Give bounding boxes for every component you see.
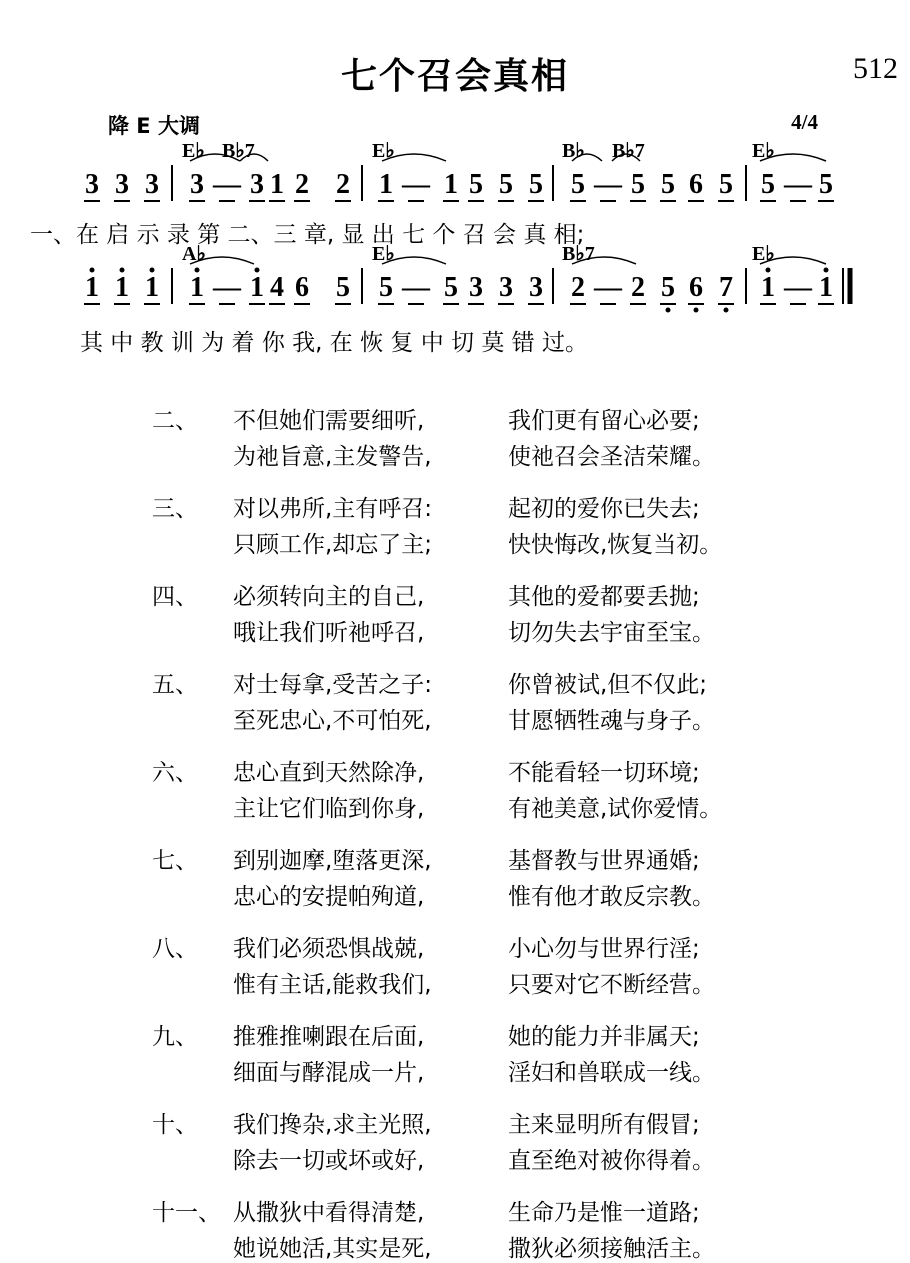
verse-line: 快快悔改,恢复当初。 <box>508 532 723 558</box>
verse-line: 起初的爱你已失去; <box>508 496 700 522</box>
verse-line: 我们更有留心必要; <box>508 408 700 434</box>
verse-line: 只要对它不断经营。 <box>508 972 715 998</box>
verse-line: 必须转向主的自己, <box>233 584 425 610</box>
chord-symbol: B♭7 <box>612 140 645 162</box>
verse-number: 八、 <box>152 936 198 962</box>
verse-line: 不但她们需要细听, <box>233 408 425 434</box>
note: 1 <box>190 272 204 303</box>
verse-line: 对以弗所,主有呼召: <box>233 496 433 522</box>
verse-line: 推雅推喇跟在后面, <box>233 1024 425 1050</box>
octave-dot <box>666 308 671 313</box>
note: 3 <box>145 169 159 200</box>
verse-line: 生命乃是惟一道路; <box>508 1200 700 1226</box>
verse-line: 小心勿与世界行淫; <box>508 936 700 962</box>
note: — <box>402 169 430 200</box>
verse-line: 主来显明所有假冒; <box>508 1112 700 1138</box>
verse-line: 为祂旨意,主发警告, <box>233 444 432 470</box>
verse-line: 除去一切或坏或好, <box>233 1148 425 1174</box>
note: — <box>402 272 430 303</box>
chord-symbol: E♭ <box>752 243 775 265</box>
verse-line: 基督教与世界通婚; <box>508 848 700 874</box>
note: 1 <box>379 169 393 200</box>
note: 5 <box>499 169 513 200</box>
verse-line: 哦让我们听祂呼召, <box>233 620 425 646</box>
verse-line: 惟有他才敢反宗教。 <box>508 884 715 910</box>
chord-symbol: E♭ <box>752 140 775 162</box>
verse-line: 不能看轻一切环境; <box>508 760 700 786</box>
note: — <box>594 272 622 303</box>
note: 1 <box>115 272 129 303</box>
note: 3 <box>469 272 483 303</box>
octave-dot <box>694 308 699 313</box>
note: 5 <box>661 169 675 200</box>
note: 1 <box>250 272 264 303</box>
note: 5 <box>444 272 458 303</box>
note: 2 <box>571 272 585 303</box>
verse-line: 切勿失去宇宙至宝。 <box>508 620 715 646</box>
note: — <box>213 169 241 200</box>
note: 6 <box>689 272 703 303</box>
verse-line: 忠心直到天然除净, <box>233 760 425 786</box>
note: — <box>784 272 812 303</box>
verse-number: 十、 <box>152 1112 198 1138</box>
verse-line: 我们搀杂,求主光照, <box>233 1112 432 1138</box>
hymn-title: 七个召会真相 <box>340 56 569 97</box>
note: 5 <box>719 169 733 200</box>
verse-line: 惟有主话,能救我们, <box>233 972 432 998</box>
note: 2 <box>295 169 309 200</box>
note: 1 <box>444 169 458 200</box>
chord-symbol: E♭ <box>372 140 395 162</box>
verse-line: 她说她活,其实是死, <box>233 1236 432 1262</box>
note: 3 <box>529 272 543 303</box>
lyric-line-1: 一、在 启 示 录 第 二、三 章, 显 出 七 个 召 会 真 相; <box>30 222 585 248</box>
verse-line: 有祂美意,试你爱情。 <box>508 796 723 822</box>
verse-line: 使祂召会圣洁荣耀。 <box>508 444 715 470</box>
verse-line: 其他的爱都要丢抛; <box>508 584 700 610</box>
note: 6 <box>689 169 703 200</box>
note: 5 <box>336 272 350 303</box>
verse-line: 细面与酵混成一片, <box>233 1060 425 1086</box>
note: 7 <box>719 272 733 303</box>
note: 1 <box>819 272 833 303</box>
note: 5 <box>761 169 775 200</box>
octave-dot <box>724 308 729 313</box>
verse-line: 从撒狄中看得清楚, <box>233 1200 425 1226</box>
verse-line: 撒狄必须接触活主。 <box>508 1236 715 1262</box>
note: 1 <box>761 272 775 303</box>
note: — <box>213 272 241 303</box>
note: 6 <box>295 272 309 303</box>
verse-line: 到别迦摩,堕落更深, <box>233 848 432 874</box>
chord-symbol: B♭ <box>562 140 585 162</box>
lyric-line-2: 其 中 教 训 为 着 你 我, 在 恢 复 中 切 莫 错 过。 <box>80 330 588 356</box>
octave-dot <box>824 268 829 273</box>
chord-symbol: E♭ <box>372 243 395 265</box>
verse-line: 甘愿牺牲魂与身子。 <box>508 708 715 734</box>
verse-line: 直至绝对被你得着。 <box>508 1148 715 1174</box>
verse-line: 我们必须恐惧战兢, <box>233 936 425 962</box>
time-signature: 4/4 <box>791 110 818 134</box>
chord-symbol: A♭ <box>182 243 206 265</box>
note: 5 <box>529 169 543 200</box>
verse-line: 至死忠心,不可怕死, <box>233 708 432 734</box>
octave-dot <box>255 268 260 273</box>
note: 2 <box>631 272 645 303</box>
verse-number: 五、 <box>152 672 198 698</box>
score-line-2 <box>84 243 850 313</box>
verse-number: 四、 <box>152 584 198 610</box>
verse-number: 二、 <box>152 408 198 434</box>
score-line-1 <box>84 140 834 201</box>
octave-dot <box>195 268 200 273</box>
octave-dot <box>766 268 771 273</box>
verse-line: 淫妇和兽联成一线。 <box>508 1060 715 1086</box>
note: 5 <box>469 169 483 200</box>
page-number: 512 <box>853 52 898 85</box>
octave-dot <box>120 268 125 273</box>
verse-line: 主让它们临到你身, <box>233 796 425 822</box>
note: 1 <box>270 169 284 200</box>
chord-symbol: B♭7 <box>222 140 255 162</box>
note: 5 <box>661 272 675 303</box>
chord-symbol: E♭ <box>182 140 205 162</box>
octave-dot <box>150 268 155 273</box>
note: 2 <box>336 169 350 200</box>
octave-dot <box>90 268 95 273</box>
music-score <box>0 0 910 360</box>
verse-line: 你曾被试,但不仅此; <box>508 672 708 698</box>
verse-line: 忠心的安提帕殉道, <box>233 884 425 910</box>
note: — <box>594 169 622 200</box>
verse-number: 六、 <box>152 760 198 786</box>
verse-number: 十一、 <box>152 1200 221 1226</box>
verse-number: 七、 <box>152 848 198 874</box>
note: 3 <box>115 169 129 200</box>
verse-line: 对士每拿,受苦之子: <box>233 672 433 698</box>
verse-line: 只顾工作,却忘了主; <box>233 532 433 558</box>
note: 5 <box>631 169 645 200</box>
note: 1 <box>145 272 159 303</box>
verse-number: 三、 <box>152 496 198 522</box>
note: 5 <box>571 169 585 200</box>
note: 5 <box>819 169 833 200</box>
chord-symbol: B♭7 <box>562 243 595 265</box>
note: 3 <box>85 169 99 200</box>
note: 5 <box>379 272 393 303</box>
verse-number: 九、 <box>152 1024 198 1050</box>
note: 1 <box>85 272 99 303</box>
note: 3 <box>190 169 204 200</box>
note: 4 <box>270 272 284 303</box>
note: 3 <box>499 272 513 303</box>
note: — <box>784 169 812 200</box>
note: 3 <box>250 169 264 200</box>
key-signature: 降 E 大调 <box>108 114 200 138</box>
verse-line: 她的能力并非属天; <box>508 1024 700 1050</box>
